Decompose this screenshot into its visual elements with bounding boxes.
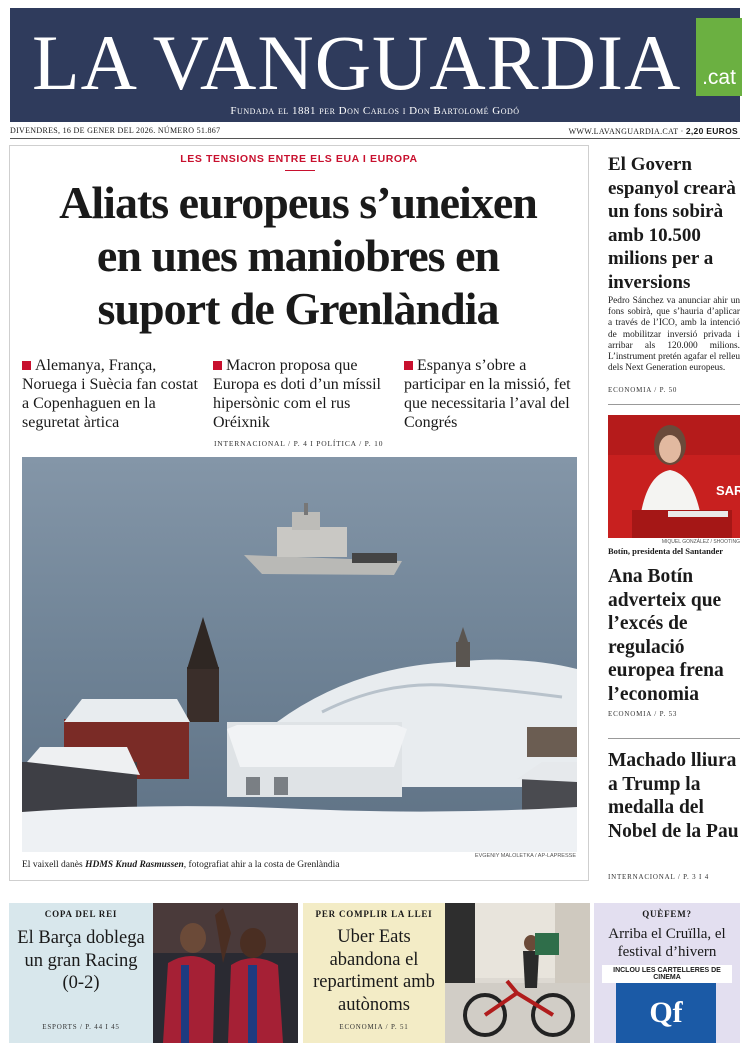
founded-line: Fundada el 1881 per Don Carlos i Don Bartolomé Godó <box>230 105 520 117</box>
govern-summary: Pedro Sánchez va anunciar ahir un fons sobirà, que s’hauria d’aplicar a través de l’ICO, amb la intenció de mobilitzar inversió privada i arribar als 120.000 milions. L’instrument pretén agafar el relleu dels Next Generation europeus. <box>608 296 740 374</box>
botin-photo-credit: MIQUEL GONZÁLEZ / SHOOTING <box>661 539 740 545</box>
side-divider <box>608 738 740 739</box>
newspaper-logo[interactable]: LA VANGUARDIA <box>32 19 682 106</box>
uber-photo[interactable] <box>445 903 590 1043</box>
headline-line: en unes maniobres en <box>96 230 500 281</box>
square-bullet-icon <box>22 361 31 370</box>
square-bullet-icon <box>404 361 413 370</box>
lead-photo-caption: El vaixell danès HDMS Knud Rasmussen, fotografiat ahir a la costa de Grenlàndia <box>22 860 340 870</box>
machado-ref[interactable]: INTERNACIONAL / P. 3 I 4 <box>608 873 709 881</box>
govern-headline[interactable]: El Govern espanyol crearà un fons sobirà amb 10.500 milions per a inversions <box>608 154 736 293</box>
svg-text:SAR: SAR <box>716 483 744 498</box>
price: 2,20 EUROS <box>685 126 738 136</box>
uber-headline: Uber Eats abandona el repartiment amb autònoms <box>313 927 435 1015</box>
barca-ref: ESPORTS / P. 44 I 45 <box>42 1023 120 1031</box>
botin-headline[interactable]: Ana Botín adverteix que l’excés de regulació europea frena l’economia <box>608 566 724 705</box>
lead-bullet-1: Alemanya, França, Noruega i Suècia fan costat a Copenhaguen en la seguretat àrtica <box>22 357 198 431</box>
headline-line: Aliats europeus s’uneixen <box>59 177 537 228</box>
side-divider <box>608 404 740 405</box>
barca-headline: El Barça doblega un gran Racing (0-2) <box>17 928 145 993</box>
lead-bullet-2: Macron proposa que Europa es doti d’un míssil hipersònic com el rus Oréixnik <box>213 357 381 431</box>
cat-domain-badge: .cat <box>696 18 742 96</box>
square-bullet-icon <box>213 361 222 370</box>
barca-photo[interactable] <box>153 903 298 1043</box>
lead-photo-greenland[interactable] <box>22 457 577 852</box>
barca-kicker: COPA DEL REI <box>44 909 118 919</box>
lead-kicker: LES TENSIONS ENTRE ELS EUA I EUROPA <box>180 153 418 165</box>
lead-section-ref[interactable]: INTERNACIONAL / P. 4 I POLÍTICA / P. 10 <box>214 439 384 448</box>
govern-ref[interactable]: ECONOMIA / P. 50 <box>608 386 678 394</box>
quefem-headline: Arriba el Cruïlla, el festival d’hivern <box>608 926 726 960</box>
uber-kicker: PER COMPLIR LA LLEI <box>315 909 433 919</box>
masthead <box>10 8 740 122</box>
machado-headline[interactable]: Machado lliura a Trump la medalla del Nobel de la Pau <box>608 750 739 842</box>
quefem-kicker: QUÈFEM? <box>642 909 692 919</box>
lead-headline[interactable] <box>15 176 581 335</box>
lead-photo-credit: EVGENIY MALOLETKA / AP-LAPRESSE <box>474 853 576 859</box>
kicker-underline <box>285 170 315 171</box>
quefem-teaser[interactable] <box>594 903 740 1043</box>
uber-ref: ECONOMIA / P. 51 <box>339 1023 409 1031</box>
header-rule <box>10 138 740 139</box>
headline-line: suport de Grenlàndia <box>97 283 499 334</box>
barca-teaser[interactable] <box>9 903 153 1043</box>
botin-ref[interactable]: ECONOMIA / P. 53 <box>608 710 678 718</box>
lead-bullet-3: Espanya s’obre a participar en la missió, fet que necessitaria l’aval del Congrés <box>404 357 571 431</box>
botin-photo[interactable] <box>608 415 744 538</box>
web-price-line: WWW.LAVANGUARDIA.CAT · 2,20 EUROS <box>568 126 738 136</box>
uber-teaser[interactable] <box>303 903 445 1043</box>
botin-caption: Botín, presidenta del Santander <box>608 546 724 556</box>
website-link[interactable]: WWW.LAVANGUARDIA.CAT <box>568 127 679 136</box>
quefem-cinema-note: INCLOU LES CARTELLERES DE CINEMA <box>602 965 732 983</box>
dateline: DIVENDRES, 16 DE GENER DEL 2026. NÚMERO 51.867 <box>10 126 221 135</box>
quefem-magazine-logo: Qf <box>616 983 716 1043</box>
